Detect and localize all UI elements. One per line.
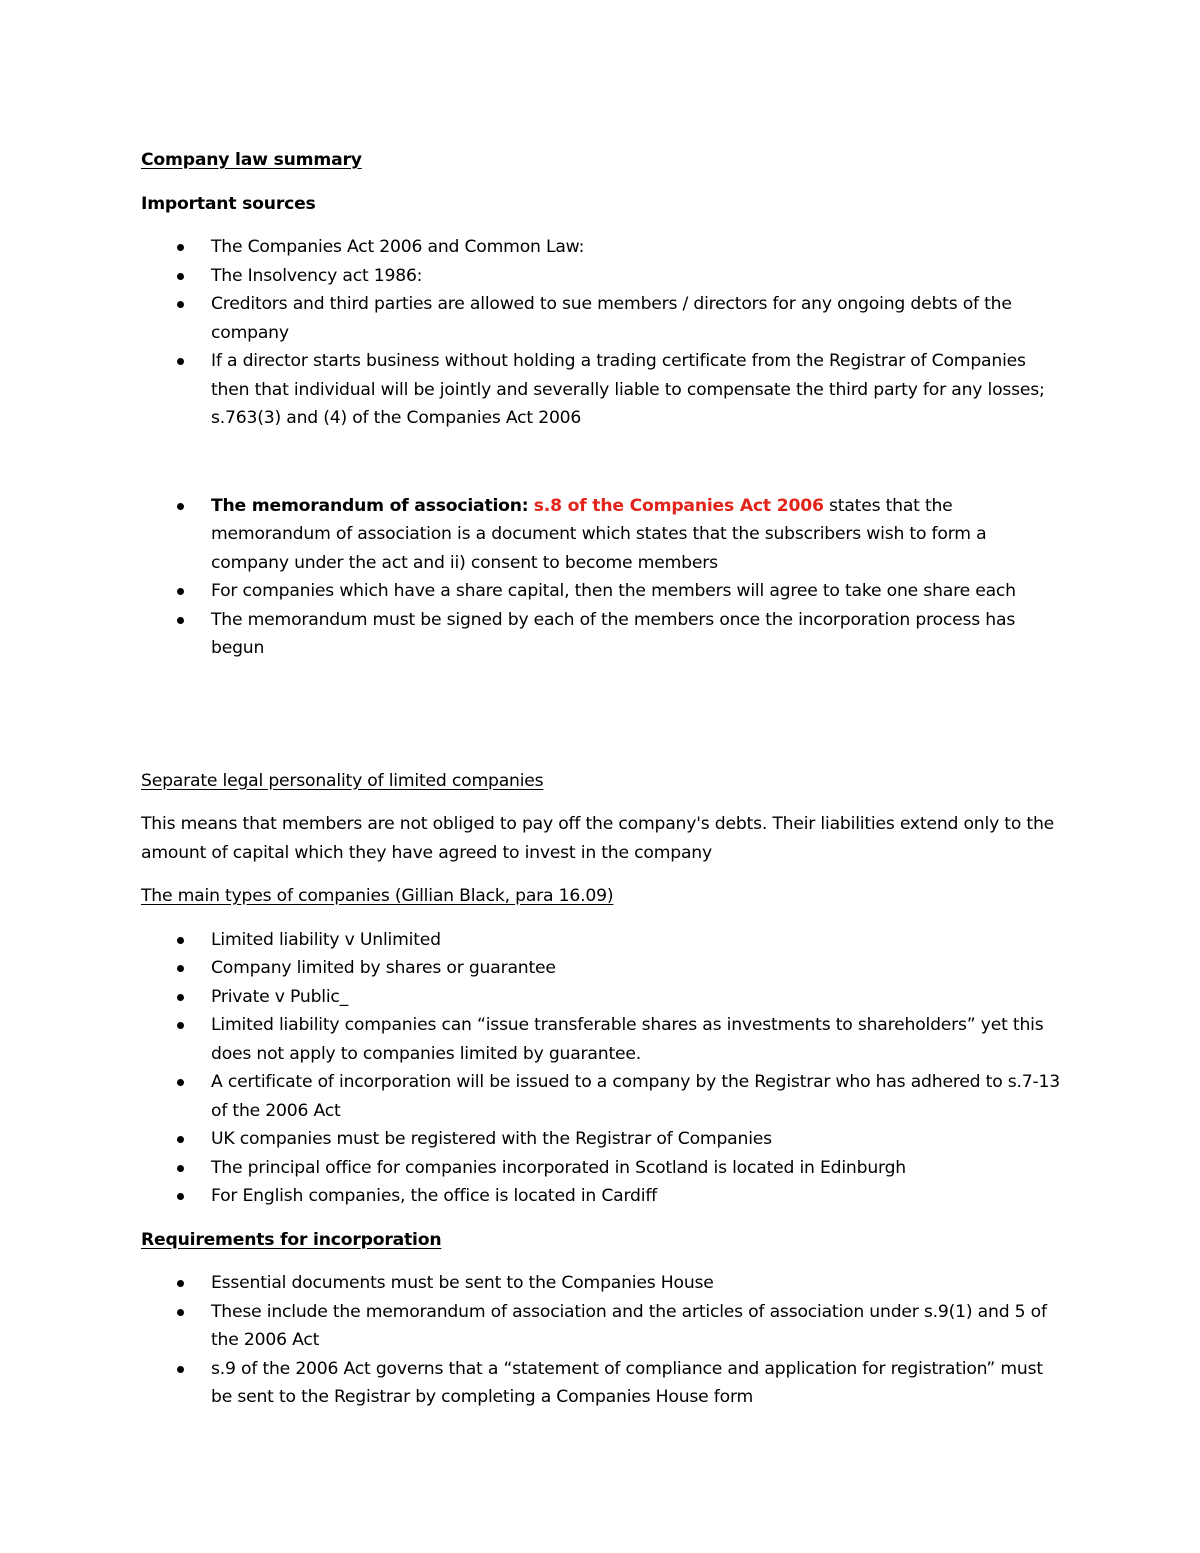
bullet-icon — [177, 1165, 184, 1172]
bullet-icon — [177, 1280, 184, 1287]
bullet-icon — [177, 588, 184, 595]
list-item: The Companies Act 2006 and Common Law: — [141, 233, 1066, 262]
list-item: The memorandum must be signed by each of the members once the incorporation process has begun — [141, 606, 1066, 663]
bullet-icon — [177, 617, 184, 624]
bullet-icon — [177, 1136, 184, 1143]
bullet-icon — [177, 503, 184, 510]
personality-heading: Separate legal personality of limited companies — [141, 770, 544, 791]
bullet-icon — [177, 301, 184, 308]
bullet-icon — [177, 937, 184, 944]
document-body — [141, 146, 1066, 1412]
list-item: Limited liability v Unlimited — [141, 926, 1066, 955]
document-title: Company law summary — [141, 150, 362, 170]
memorandum-list — [141, 492, 1066, 663]
list-item: Private v Public_ — [141, 983, 1066, 1012]
requirements-heading: Requirements for incorporation — [141, 1229, 442, 1250]
list-item: For English companies, the office is located in Cardiff — [141, 1182, 1066, 1211]
bullet-icon — [177, 273, 184, 280]
bullet-icon — [177, 1366, 184, 1373]
requirements-list — [141, 1269, 1066, 1412]
sources-heading: Important sources — [141, 193, 316, 214]
types-heading: The main types of companies (Gillian Black, para 16.09) — [141, 886, 614, 906]
bullet-icon — [177, 1022, 184, 1029]
bullet-icon — [177, 1309, 184, 1316]
list-item — [141, 492, 1066, 578]
types-list — [141, 926, 1066, 1211]
bullet-icon — [177, 244, 184, 251]
list-item: Creditors and third parties are allowed to sue members / directors for any ongoing debts of the company — [141, 290, 1066, 347]
list-item: These include the memorandum of association and the articles of association under s.9(1) and 5 of the 2006 Act — [141, 1298, 1066, 1355]
bullet-icon — [177, 1193, 184, 1200]
personality-text: This means that members are not obliged to pay off the company's debts. Their liabilities extend only to the amount of capital which they have agreed to invest in the company — [141, 814, 1055, 863]
memorandum-text: states that the memorandum of association is a document which states that the subscribers wish to form a company under the act and ii) consent to become members — [211, 495, 987, 573]
list-item: s.9 of the 2006 Act governs that a “statement of compliance and application for registration” must be sent to the Registrar by completing a Companies House form — [141, 1355, 1066, 1412]
memorandum-reference: s.8 of the Companies Act 2006 — [533, 495, 824, 516]
bullet-icon — [177, 994, 184, 1001]
list-item: Essential documents must be sent to the Companies House — [141, 1269, 1066, 1298]
list-item: The Insolvency act 1986: — [141, 262, 1066, 291]
memorandum-label: The memorandum of association: — [211, 495, 529, 516]
list-item: For companies which have a share capital, then the members will agree to take one share each — [141, 577, 1066, 606]
list-item: Limited liability companies can “issue transferable shares as investments to shareholders” yet this does not apply to companies limited by guarantee. — [141, 1011, 1066, 1068]
bullet-icon — [177, 1079, 184, 1086]
sources-list — [141, 233, 1066, 433]
bullet-icon — [177, 965, 184, 972]
bullet-icon — [177, 358, 184, 365]
list-item: If a director starts business without holding a trading certificate from the Registrar of Companies then that individual will be jointly and severally liable to compensate the third party for any losses; s.763(3) and (4) of the Companies Act 2006 — [141, 347, 1066, 433]
list-item: UK companies must be registered with the Registrar of Companies — [141, 1125, 1066, 1154]
list-item: The principal office for companies incorporated in Scotland is located in Edinburgh — [141, 1154, 1066, 1183]
list-item: A certificate of incorporation will be issued to a company by the Registrar who has adhered to s.7-13 of the 2006 Act — [141, 1068, 1066, 1125]
list-item: Company limited by shares or guarantee — [141, 954, 1066, 983]
